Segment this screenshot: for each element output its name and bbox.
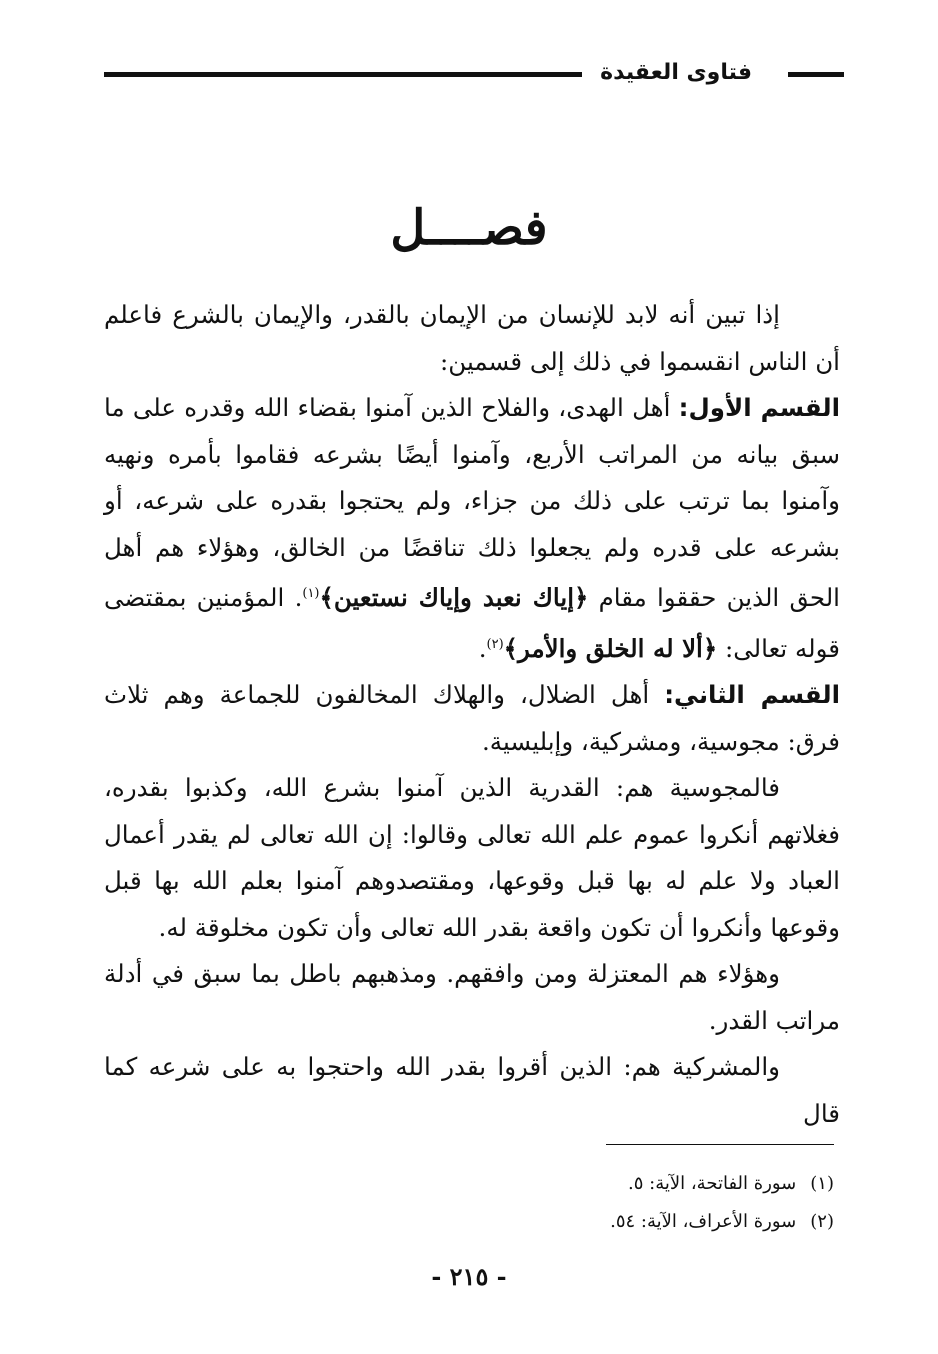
main-text xyxy=(104,292,840,1137)
footnote-text: سورة الأعراف، الآية: ٥٤. xyxy=(610,1211,797,1232)
quran-quote-2: ﴿ألا له الخلق والأمر﴾ xyxy=(503,633,718,663)
page-number: - ٢١٥ - xyxy=(431,1262,507,1291)
footnotes xyxy=(98,1165,834,1241)
footnote-text: سورة الفاتحة، الآية: ٥. xyxy=(628,1173,797,1194)
running-header xyxy=(104,58,844,98)
first-division-text-1: أهل الهدى، والفلاح الذين آمنوا بقضاء الله وقدره على ما سبق بيانه من المراتب الأربع، وآمنوا أيضًا بشرعه فقاموا بأمره ونهيه وآمنوا بما ترتب على ذلك من جزاء، ولم يحتجوا بقدره على شرعه، أو بشرعه على قدره ولم يجعلوا ذلك تناقضًا من الخالق، وهؤلاء هم أهل الحق الذين حققوا مقام xyxy=(104,393,840,613)
footnote-item xyxy=(98,1203,834,1241)
paragraph-intro: إذا تبين أنه لابد للإنسان من الإيمان بالقدر، والإيمان بالشرع فاعلم أن الناس انقسموا في ذلك إلى قسمين: xyxy=(104,300,840,376)
second-division-text: أهل الضلال، والهلاك المخالفون للجماعة وهم ثلاث فرق: مجوسية، ومشركية، وإبليسية. xyxy=(104,680,840,756)
paragraph-mushrikiyya: والمشركية هم: الذين أقروا بقدر الله واحتجوا به على شرعه كما قال xyxy=(104,1052,840,1128)
section-heading: فصــــل xyxy=(390,200,548,256)
first-division-text-3: . xyxy=(478,633,487,663)
second-division-lead: القسم الثاني: xyxy=(664,680,840,710)
book-title: فتاوى العقيدة xyxy=(600,60,752,85)
paragraph-majusiyya: فالمجوسية هم: القدرية الذين آمنوا بشرع الله، وكذبوا بقدره، فغلاتهم أنكروا عموم علم الله تعالى وقالوا: إن الله تعالى لم يقدر أعمال العباد ولا علم له بها قبل وقوعها، ومقتصدوهم آمنوا بعلم الله بها قبل وقوعها وأنكروا أن تكون واقعة بقدر الله تعالى وأن تكون مخلوقة له. xyxy=(104,773,840,942)
header-rule-right xyxy=(788,72,844,77)
footnote-ref-2[interactable]: (٢) xyxy=(486,636,504,652)
footnote-separator xyxy=(606,1144,834,1145)
footnote-number: (١) xyxy=(810,1173,834,1194)
first-division-lead: القسم الأول: xyxy=(678,393,840,422)
footnote-item xyxy=(98,1165,834,1203)
quran-quote-1: ﴿إياك نعبد وإياك نستعين﴾ xyxy=(319,583,589,613)
first-division-text-2: . المؤمنين بمقتضى قوله تعالى: xyxy=(104,583,840,663)
footnote-ref-1[interactable]: (١) xyxy=(302,586,320,601)
paragraph-first-division xyxy=(104,385,840,672)
header-rule-left xyxy=(104,72,582,77)
paragraph-mutazila: وهؤلاء هم المعتزلة ومن وافقهم. ومذهبهم باطل بما سبق في أدلة مراتب القدر. xyxy=(104,959,840,1035)
paragraph-second-division xyxy=(104,672,840,765)
footnote-number: (٢) xyxy=(810,1211,834,1232)
